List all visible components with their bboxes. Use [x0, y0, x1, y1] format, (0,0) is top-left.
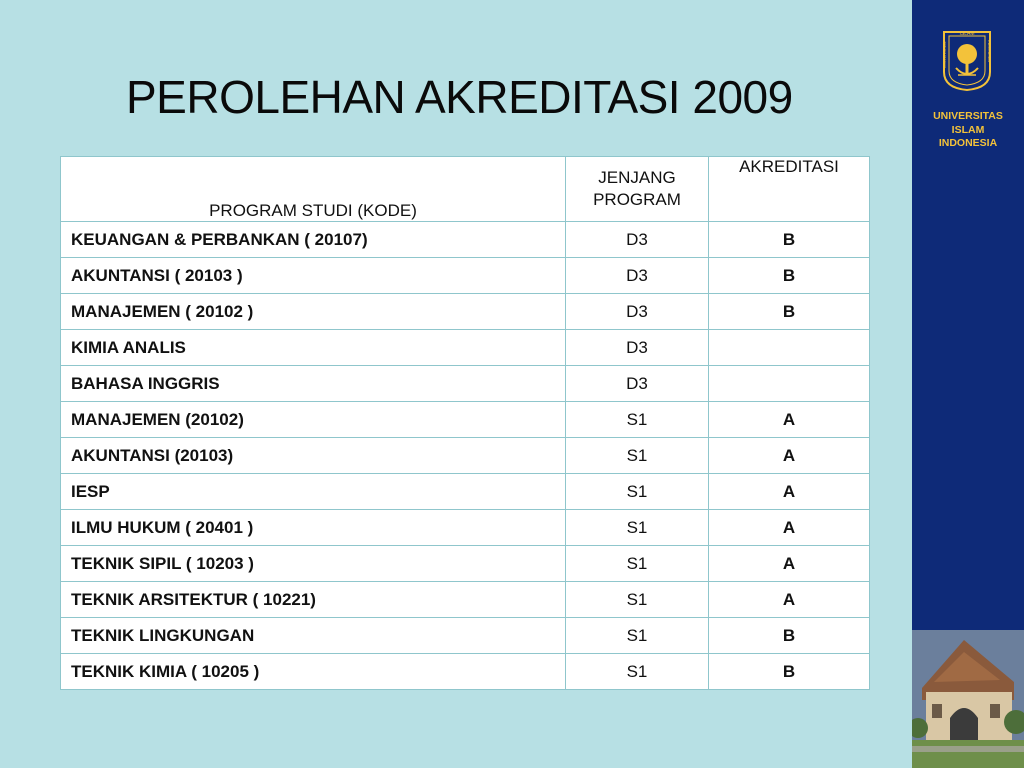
cell-akreditasi: A	[709, 546, 870, 582]
cell-program-studi: TEKNIK LINGKUNGAN	[61, 618, 566, 654]
table-row	[61, 474, 870, 510]
cell-jenjang: D3	[566, 330, 709, 366]
cell-program-studi: AKUNTANSI ( 20103 )	[61, 258, 566, 294]
cell-program-studi: AKUNTANSI (20103)	[61, 438, 566, 474]
table-row	[61, 618, 870, 654]
header-jenjang-line1: JENJANG	[598, 168, 676, 187]
cell-akreditasi	[709, 366, 870, 402]
cell-jenjang: D3	[566, 294, 709, 330]
table-row	[61, 294, 870, 330]
cell-jenjang: S1	[566, 546, 709, 582]
cell-jenjang: S1	[566, 618, 709, 654]
cell-akreditasi: B	[709, 618, 870, 654]
accreditation-table	[60, 156, 870, 690]
table-header-row	[61, 157, 870, 222]
cell-jenjang: S1	[566, 474, 709, 510]
table-row	[61, 330, 870, 366]
cell-program-studi: TEKNIK SIPIL ( 10203 )	[61, 546, 566, 582]
cell-jenjang: S1	[566, 654, 709, 690]
svg-text:UNIVERSITAS: UNIVERSITAS	[942, 41, 947, 68]
cell-program-studi: MANAJEMEN ( 20102 )	[61, 294, 566, 330]
cell-jenjang: D3	[566, 222, 709, 258]
logo-lettering	[940, 28, 994, 92]
table-row	[61, 654, 870, 690]
cell-program-studi: KEUANGAN & PERBANKAN ( 20107)	[61, 222, 566, 258]
table-row	[61, 546, 870, 582]
cell-jenjang: S1	[566, 402, 709, 438]
cell-akreditasi: B	[709, 294, 870, 330]
university-name	[912, 110, 1024, 151]
header-jenjang-program	[566, 157, 709, 222]
university-line1: UNIVERSITAS	[933, 110, 1003, 122]
cell-program-studi: KIMIA ANALIS	[61, 330, 566, 366]
table-row	[61, 582, 870, 618]
table-row	[61, 510, 870, 546]
cell-akreditasi: B	[709, 222, 870, 258]
cell-akreditasi: A	[709, 402, 870, 438]
header-program-studi: PROGRAM STUDI (KODE)	[61, 157, 566, 222]
table-body	[61, 222, 870, 690]
cell-jenjang: D3	[566, 366, 709, 402]
cell-akreditasi: A	[709, 510, 870, 546]
cell-jenjang: S1	[566, 438, 709, 474]
university-line2: ISLAM	[951, 123, 985, 136]
slide-title: PEROLEHAN AKREDITASI 2009	[126, 71, 793, 123]
cell-jenjang: S1	[566, 582, 709, 618]
header-jenjang-line2: PROGRAM	[593, 190, 681, 209]
svg-text:ISLAM: ISLAM	[959, 31, 975, 37]
table-row	[61, 258, 870, 294]
cell-akreditasi: B	[709, 654, 870, 690]
cell-jenjang: S1	[566, 510, 709, 546]
cell-program-studi: TEKNIK KIMIA ( 10205 )	[61, 654, 566, 690]
campus-building-photo	[912, 600, 1024, 768]
cell-program-studi: BAHASA INGGRIS	[61, 366, 566, 402]
cell-program-studi: MANAJEMEN (20102)	[61, 402, 566, 438]
svg-text:INDONESIA: INDONESIA	[987, 40, 992, 63]
cell-akreditasi	[709, 330, 870, 366]
university-line3: INDONESIA	[938, 137, 998, 149]
cell-program-studi: TEKNIK ARSITEKTUR ( 10221)	[61, 582, 566, 618]
cell-jenjang: D3	[566, 258, 709, 294]
header-akreditasi: AKREDITASI	[709, 157, 870, 222]
cell-akreditasi: A	[709, 582, 870, 618]
table-row	[61, 402, 870, 438]
table-row	[61, 222, 870, 258]
cell-program-studi: ILMU HUKUM ( 20401 )	[61, 510, 566, 546]
cell-akreditasi: A	[709, 474, 870, 510]
cell-akreditasi: B	[709, 258, 870, 294]
cell-akreditasi: A	[709, 438, 870, 474]
cell-program-studi: IESP	[61, 474, 566, 510]
table-row	[61, 438, 870, 474]
table-row	[61, 366, 870, 402]
